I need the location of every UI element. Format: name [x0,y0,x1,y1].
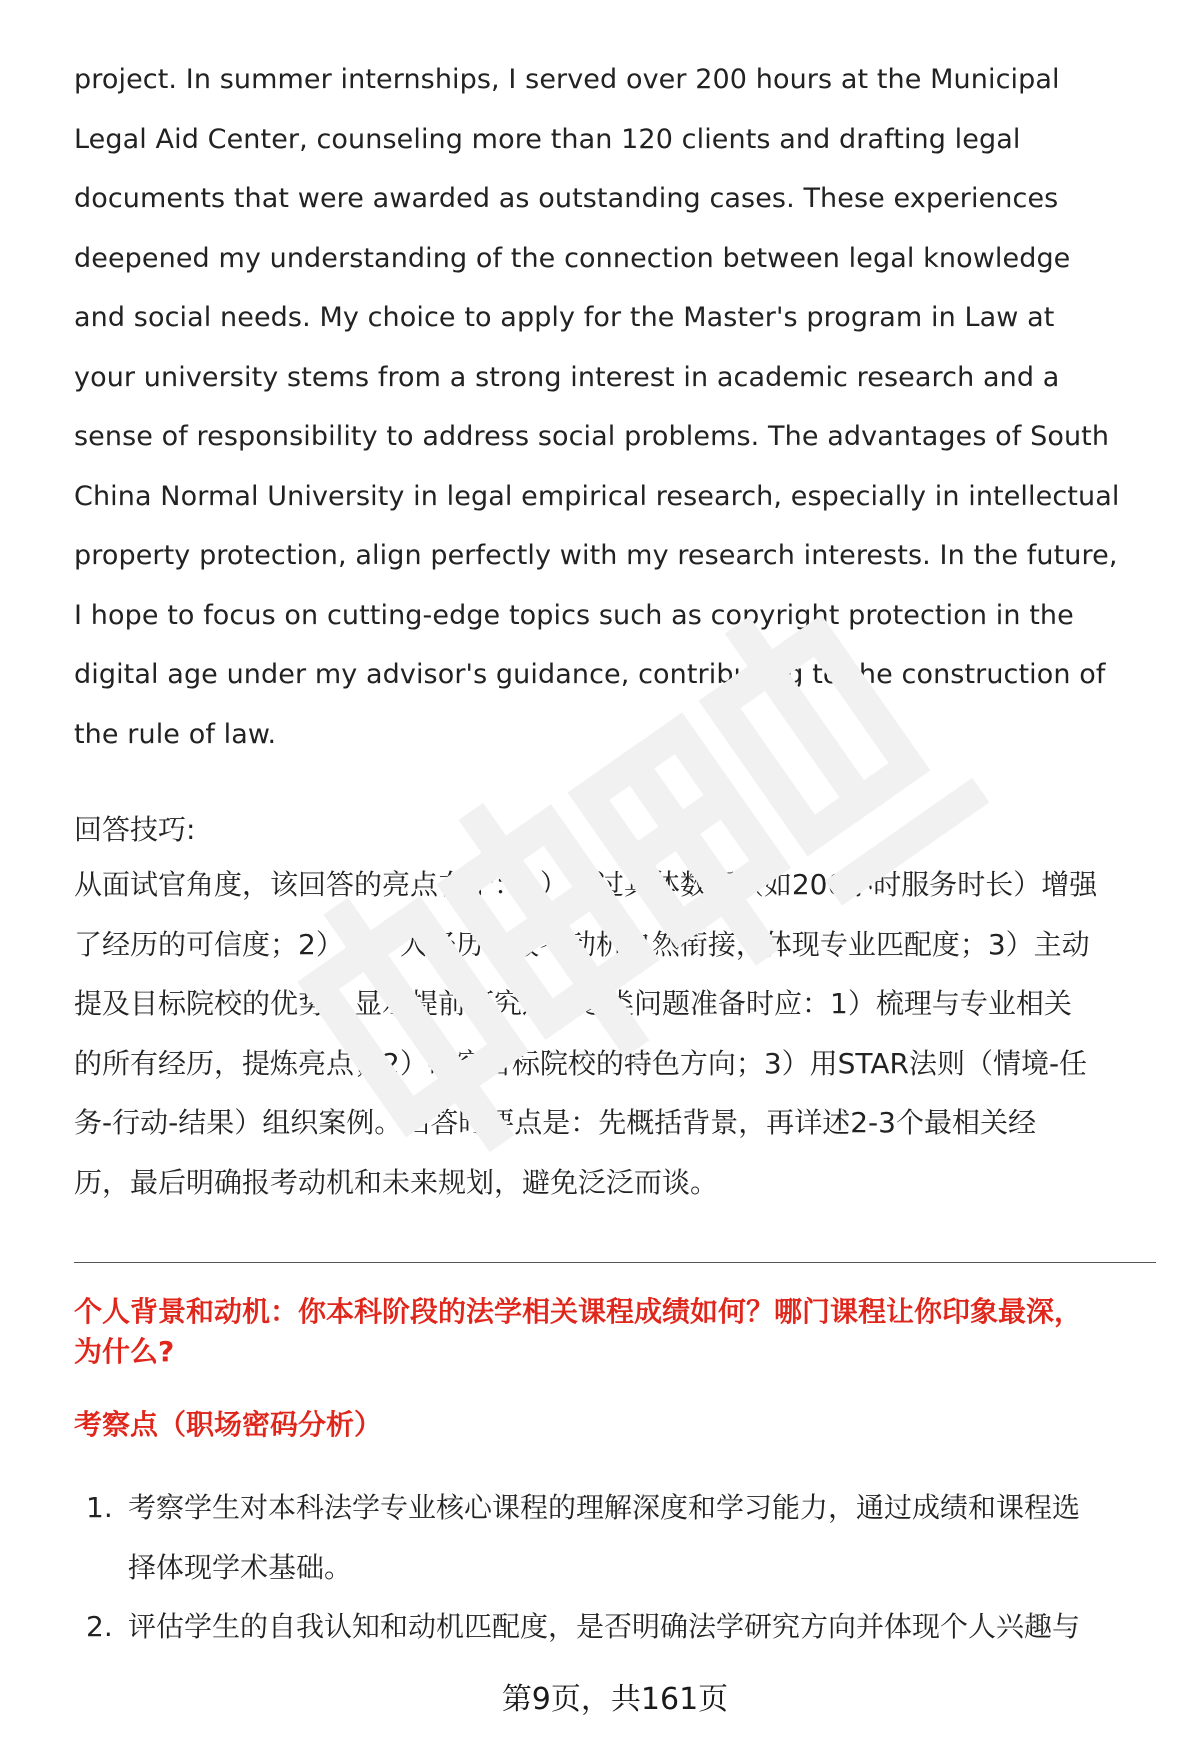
paragraph-line: digital age under my advisor's guidance, contributing to the construction of [74,659,1106,690]
paragraph-line: sense of responsibility to address social problems. The advantages of South [74,421,1110,452]
tips-line: 务-行动-结果）组织案例。回答时要点是：先概括背景，再详述2-3个最相关经 [74,1106,1036,1139]
list-number: 2. [86,1610,113,1643]
question-line: 个人背景和动机：你本科阶段的法学相关课程成绩如何？哪门课程让你印象最深， [74,1295,1083,1328]
paragraph-line: property protection, align perfectly with my research interests. In the future, [74,540,1118,571]
list-item-line: 评估学生的自我认知和动机匹配度，是否明确法学研究方向并体现个人兴趣与 [128,1610,1081,1643]
list-number: 1. [86,1491,113,1524]
document-page [74,0,1156,1755]
tips-label: 回答技巧: [74,813,196,846]
list-item [74,1478,1156,1597]
tips-line: 了经历的可信度；2）将个人经历与报考动机自然衔接，体现专业匹配度；3）主动 [74,927,1090,961]
page-number-footer: 第9页，共161页 [501,1682,729,1717]
list-item-line: 择体现学术基础。 [128,1550,353,1584]
paragraph-line: your university stems from a strong interest in academic research and a [74,361,1060,393]
english-answer-paragraph [74,50,1156,764]
paragraph-line: I hope to focus on cutting-edge topics such as copyright protection in the [74,599,1074,631]
paragraph-line: Legal Aid Center, counseling more than 120 clients and drafting legal [74,123,1021,155]
tips-line: 提及目标院校的优势，显示提前研究过。这类问题准备时应：1）梳理与专业相关 [74,987,1072,1020]
question-line: 为什么? [74,1335,175,1368]
analysis-heading: 考察点（职场密码分析） [74,1408,383,1441]
paragraph-line: project. In summer internships, I served over 200 hours at the Municipal [74,64,1060,95]
section-divider [74,1262,1156,1263]
question-heading [74,1292,1156,1372]
paragraph-line: the rule of law. [74,718,277,750]
paragraph-line: and social needs. My choice to apply for the Master's program in Law at [74,302,1055,333]
tips-paragraph [74,855,1156,1212]
tips-line: 的所有经历，提炼亮点；2）研究目标院校的特色方向；3）用STAR法则（情境-任 [74,1046,1088,1080]
tips-line: 历，最后明确报考动机和未来规划，避免泛泛而谈。 [74,1165,719,1199]
paragraph-line: documents that were awarded as outstanding cases. These experiences [74,183,1059,214]
analysis-list [74,1478,1156,1657]
tips-line: 从面试官角度，该回答的亮点在于：1）通过具体数据（如200小时服务时长）增强 [74,868,1098,901]
list-item-line: 考察学生对本科法学专业核心课程的理解深度和学习能力，通过成绩和课程选 [128,1491,1081,1524]
paragraph-line: deepened my understanding of the connection between legal knowledge [74,242,1071,274]
list-item [74,1597,1156,1657]
paragraph-line: China Normal University in legal empirical research, especially in intellectual [74,480,1120,512]
